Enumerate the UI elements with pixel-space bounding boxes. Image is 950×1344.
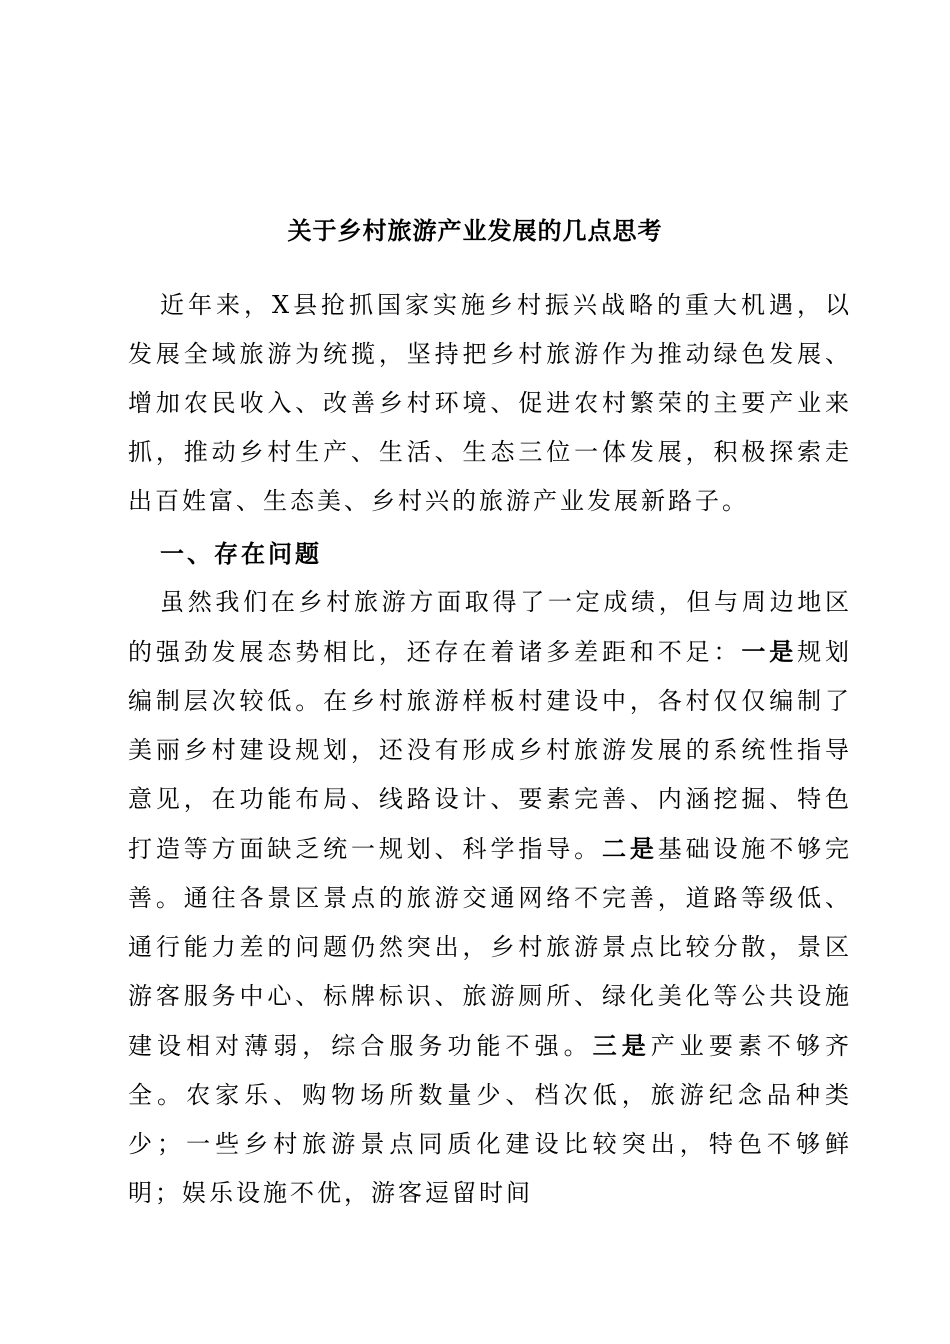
point-3-label: 三是 [592,1031,651,1060]
point-1-text: 规划编制层次较低。在乡村旅游样板村建设中，各村仅仅编制了美丽乡村建设规划，还没有形成乡村旅游发展的系统性指导意见，在功能布局、线路设计、要素完善、内涵挖掘、特色打造等方面缺乏统一规划、科学指导。 [128,638,853,863]
point-3-text: 产业要素不够齐全。农家乐、购物场所数量少、档次低，旅游纪念品种类少；一些乡村旅游景点同质化建设比较突出，特色不够鲜明；娱乐设施不优，游客逗留时间 [128,1032,853,1207]
paragraph-problems-intro: 虽然我们在乡村旅游方面取得了一定成绩，但与周边地区的强劲发展态势相比，还存在着诸多差距和不足： [128,588,852,666]
point-2-label: 二是 [601,834,658,863]
document-title: 关于乡村旅游产业发展的几点思考 [287,216,663,245]
section-heading-problems: 一、存在问题 [160,539,322,568]
point-2-text: 基础设施不够完善。通往各景区景点的旅游交通网络不完善，道路等级低、通行能力差的问题仍然突出，乡村旅游景点比较分散，景区游客服务中心、标牌标识、旅游厕所、绿化美化等公共设施建设相对薄弱，综合服务功能不强。 [128,835,853,1060]
point-1-label: 一是 [741,637,798,666]
paragraph-intro: 近年来，X县抢抓国家实施乡村振兴战略的重大机遇，以发展全域旅游为统揽，坚持把乡村旅游作为推动绿色发展、增加农民收入、改善乡村环境、促进农村繁荣的主要产业来抓，推动乡村生产、生活、生态三位一体发展，积极探索走出百姓富、生态美、乡村兴的旅游产业发展新路子。 [128,291,852,515]
paragraph-problems [128,578,852,1218]
